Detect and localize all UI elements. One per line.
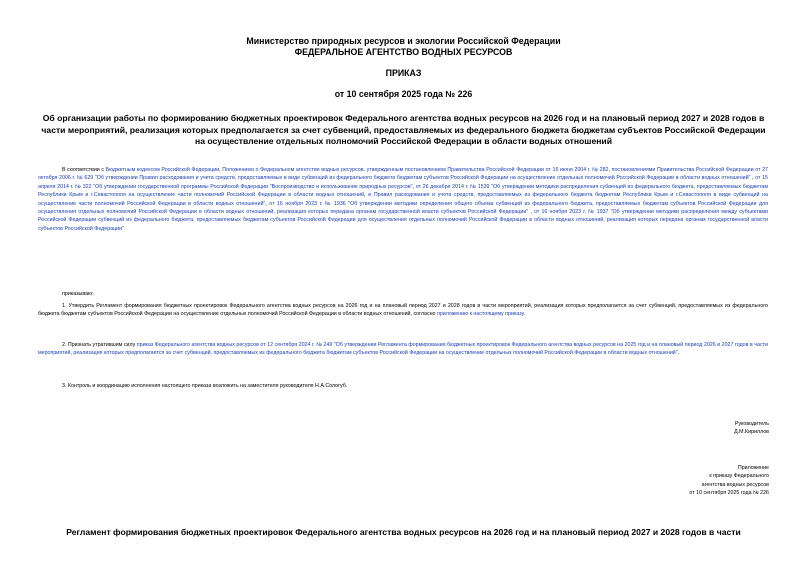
document-date-number: от 10 сентября 2025 года № 226	[334, 89, 473, 99]
appendix-line-3: агентства водных ресурсов	[701, 481, 769, 488]
preamble-separator: ,	[265, 200, 270, 207]
appendix-block	[689, 464, 769, 498]
preamble	[38, 166, 768, 233]
preamble-separator: ,	[412, 183, 416, 190]
item-1-text: 1. Утвердить Регламент формирования бюджетных проектировок Федерального агентства водных ресурсов на 2026 год и на плановый период 2027 и 2028 годов в части мероприятий, реализация которых предполагается за счет субвенций, предоставляемых из федерального бюджета бюджетам субъектов Российской Федерации на осуществление отдельных полномочий Российской Федерации в области водных отношений, согласно	[38, 303, 768, 318]
link-resolution-1936[interactable]: от 16 ноября 2023 г. № 1936 "Об утверждении методики определения общего объема субвенций из федерального бюджета, предоставляемых бюджетам субъектов Российской Федерации для осуществления отдельных полномочий Российской Федерации в области водных отношений, реализация которых передана органам государственной власти субъектов Российской Федерации"	[38, 200, 768, 216]
order-item-3: 3. Контроль и координацию исполнения настоящего приказа возложить на заместителя руководителя Н.А.Сологуб.	[62, 383, 348, 389]
appendix-line-4: от 10 сентября 2025 года № 226	[689, 490, 769, 497]
link-appendix[interactable]: приложению к настоящему приказу	[436, 311, 524, 318]
order-title: Об организации работы по формированию бюджетных проектировок Федерального агентства водных ресурсов на 2026 год и на плановый период 2027 и 2028 годов в части мероприятий, реализация которых предполагается за счет субвенций, предоставляемых из федерального бюджета бюджетам субъектов Российской Федерации на осуществление отдельных полномочий Российской Федерации в области водных отношений	[41, 113, 766, 146]
link-resolution-629[interactable]: постановлениями Правительства Российской Федерации от 27 октября 2006 г. № 629 "Об утверждении Правил расходования и учета средств, предоставляемых в виде субвенций из федерального бюджета бюджетам субъектов Российской Федерации на осуществление отдельных полномочий Российской Федерации в области водных отношений"	[38, 167, 769, 182]
link-order-249[interactable]: приказ Федерального агентства водных ресурсов от 12 сентября 2024 г. № 249 "Об утверждении Регламента формирования бюджетных проектировок Федерального агентства водных ресурсов на 2025 год и на плановый период 2026 и 2027 годов в части мероприятий, реализация которых предполагается за счет субвенций, предоставляемых из федерального бюджета бюджетам субъектов Российской Федерации на осуществление отдельных полномочий Российской Федерации в области водных отношений"	[38, 342, 768, 357]
order-word: приказываю:	[62, 291, 94, 297]
link-budget-code[interactable]: Бюджетным кодексом Российской Федерации	[105, 167, 220, 173]
signature-block	[734, 420, 769, 437]
preamble-separator: ,	[219, 167, 223, 173]
item-2-tail: .	[677, 350, 680, 357]
link-resolution-1937[interactable]: от 16 ноября 2023 г. № 1937 "Об утверждении методики распределения между субъектами Российской Федерации субвенций из федерального бюджета, предоставляемых бюджетам субъектов Российской Федерации для осуществления отдельных полномочий Российской Федерации в области водных отношений, реализация которых передана органам государственной власти субъектов Российской Федерации"	[38, 209, 769, 232]
regulation-title: Регламент формирования бюджетных проектировок Федерального агентства водных ресурсов на 2026 год и на плановый период 2027 и 2028 годов в части	[66, 527, 741, 537]
appendix-line-2: к приказу Федерального	[709, 473, 769, 480]
link-resolution-322[interactable]: от 15 апреля 2014 г. № 322 "Об утверждении государственной программы Российской Федерации "Воспроизводство и использование природных ресурсов"	[38, 175, 768, 190]
order-item-1	[38, 302, 768, 319]
item-1-tail: .	[523, 311, 526, 318]
agency-name: ФЕДЕРАЛЬНОЕ АГЕНТСТВО ВОДНЫХ РЕСУРСОВ	[294, 47, 513, 57]
preamble-separator: ,	[750, 175, 756, 182]
document-type: ПРИКАЗ	[385, 68, 422, 78]
preamble-separator: ,	[528, 209, 535, 216]
link-resolution-1539[interactable]: от 26 декабря 2014 г. № 1539 "Об утверждении методики распределения субвенций из федерального бюджета, предоставляемых бюджетам Республики Крым и г.Севастополя на осуществление части полномочий Российской Федерации в области водных отношений, и Правил расходования и учета средств, предоставляемых из федерального бюджета бюджетам Республики Крым и г.Севастополя в виде субвенций на осуществление части полномочий Российской Федерации в области водных отношений"	[38, 183, 768, 207]
link-agency-regulation[interactable]: Положением о Федеральном агентстве водных ресурсов, утвержденным постановлением Правительства Российской Федерации от 16 июня 2004 г. № 282	[222, 167, 609, 173]
signature-name: Д.М.Кириллов	[734, 429, 769, 436]
signature-role: Руководитель	[734, 421, 769, 427]
order-item-2	[38, 341, 768, 358]
preamble-text: В соответствии с	[62, 167, 106, 173]
appendix-line-1: Приложение	[737, 465, 769, 471]
preamble-separator: ,	[608, 167, 612, 173]
item-2-text: 2. Признать утратившим силу	[62, 342, 137, 348]
ministry-name: Министерство природных ресурсов и экологии Российской Федерации	[246, 36, 561, 46]
